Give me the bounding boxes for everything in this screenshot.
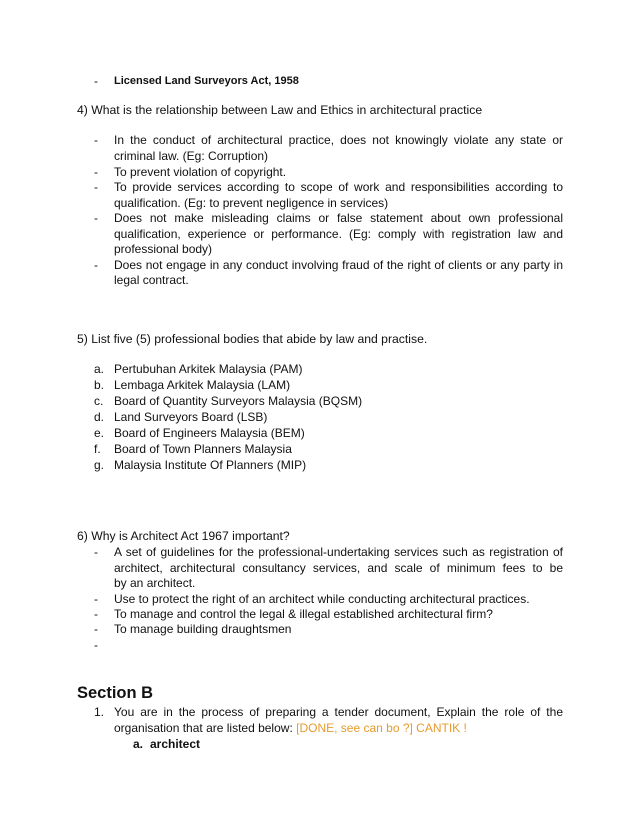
list-label: f. bbox=[94, 442, 101, 456]
section-b-q1-line-1: You are in the process of preparing a tender document, Explain the role of the bbox=[114, 705, 563, 719]
list-item: Land Surveyors Board (LSB) bbox=[114, 410, 268, 424]
sub-item-text: architect bbox=[150, 737, 201, 751]
bullet-dash: - bbox=[94, 258, 98, 272]
question-6: 6) Why is Architect Act 1967 important? bbox=[77, 529, 290, 543]
list-item: Malaysia Institute Of Planners (MIP) bbox=[114, 458, 307, 472]
list-label: a. bbox=[94, 362, 105, 376]
bullet-dash: - bbox=[94, 622, 98, 636]
q4-bullet-4-line-2: qualification, experience or performance. (Eg: comply with registration law and bbox=[114, 227, 563, 241]
bullet-dash: - bbox=[94, 165, 98, 179]
section-heading: Section B bbox=[77, 684, 154, 702]
question-5: 5) List five (5) professional bodies that abide by law and practise. bbox=[77, 332, 428, 346]
q4-bullet-4-line-1: Does not make misleading claims or false statement about own professional bbox=[114, 211, 563, 225]
bullet-dash: - bbox=[94, 74, 98, 88]
section-b-q1-line-2 bbox=[114, 721, 467, 736]
bullet-dash: - bbox=[94, 133, 98, 147]
q6-bullet-1-line-3: by an architect. bbox=[114, 576, 196, 590]
review-note: [DONE, see can bo ?] CANTIK ! bbox=[296, 721, 467, 735]
list-label: e. bbox=[94, 426, 105, 440]
list-label: c. bbox=[94, 394, 104, 408]
q4-bullet-5-line-2: legal contract. bbox=[114, 273, 189, 287]
q4-bullet-1-line-2: criminal law. (Eg: Corruption) bbox=[114, 149, 269, 163]
bullet-dash: - bbox=[94, 592, 98, 606]
bullet-dash: - bbox=[94, 607, 98, 621]
bullet-dash: - bbox=[94, 180, 98, 194]
q4-bullet-3-line-2: qualification. (Eg: to prevent negligence in services) bbox=[114, 196, 389, 210]
list-item: Board of Town Planners Malaysia bbox=[114, 442, 292, 456]
q6-bullet-3-line-1: To manage and control the legal & illegal established architectural firm? bbox=[114, 607, 493, 621]
q4-bullet-5-line-1: Does not engage in any conduct involving fraud of the right of clients or any party in bbox=[114, 258, 563, 272]
q6-bullet-2-line-1: Use to protect the right of an architect while conducting architectural practices. bbox=[114, 592, 530, 606]
section-b-q1-line-2-text: organisation that are listed below: bbox=[114, 721, 293, 735]
list-item: Lembaga Arkitek Malaysia (LAM) bbox=[114, 378, 291, 392]
sub-item-label: a. bbox=[133, 737, 144, 751]
bullet-dash: - bbox=[94, 545, 98, 559]
list-item: Pertubuhan Arkitek Malaysia (PAM) bbox=[114, 362, 303, 376]
q4-bullet-2-line-1: To prevent violation of copyright. bbox=[114, 165, 287, 179]
list-label: b. bbox=[94, 378, 105, 392]
q6-bullet-1-line-1: A set of guidelines for the professional-undertaking services such as registration of bbox=[114, 545, 563, 559]
list-item: Board of Quantity Surveyors Malaysia (BQSM) bbox=[114, 394, 363, 408]
list-label: d. bbox=[94, 410, 105, 424]
q4-bullet-1-line-1: In the conduct of architectural practice, does not knowingly violate any state or bbox=[114, 133, 563, 147]
q4-bullet-4-line-3: professional body) bbox=[114, 242, 213, 256]
q4-bullet-3-line-1: To provide services according to scope of work and responsibilities according to bbox=[114, 180, 563, 194]
list-item: Board of Engineers Malaysia (BEM) bbox=[114, 426, 305, 440]
q6-bullet-1-line-2: architect, architectural consultancy services, and scale of minimum fees to be bbox=[114, 561, 563, 575]
question-4: 4) What is the relationship between Law and Ethics in architectural practice bbox=[77, 103, 483, 117]
top-item-text: Licensed Land Surveyors Act, 1958 bbox=[114, 75, 299, 87]
q6-bullet-4-line-1: To manage building draughtsmen bbox=[114, 622, 292, 636]
list-label: 1. bbox=[94, 705, 105, 719]
list-label: g. bbox=[94, 458, 105, 472]
bullet-dash: - bbox=[94, 211, 98, 225]
bullet-dash: - bbox=[94, 638, 98, 652]
